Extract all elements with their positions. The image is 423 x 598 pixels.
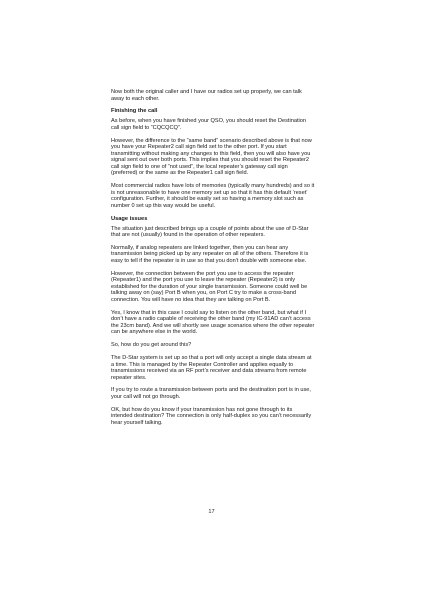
- paragraph: Most commercial radios have lots of memories (typically many hundreds) and so it is not unreasonable to have one memory set up so that it has this default ‘reset’ configuration. Further, it should be easily set so having a memory slot such as number 0 set up this way would be useful.: [111, 183, 315, 209]
- paragraph: However, the difference to the “same band” scenario described above is that now you have your Repeater2 call sign field set to the other port. If you start transmitting without making any changes to this field, then you will also have you signal sent out over both ports. This implies that you should reset the Repeater2 call sign field to one of “not used”, the local repeater’s gateway call sign (preferred) or the same as the Repeater1 call sign field.: [111, 137, 312, 177]
- section-heading-usage-issues: Usage issues: [111, 215, 148, 222]
- paragraph: So, how do you get around this?: [111, 342, 192, 349]
- paragraph: However, the connection between the port you use to access the repeater (Repeater1) and the port you use to leave the repeater (Repeater2) is only established for the duration of your single transmission. Someone could well be talking away on (say) Port B when you, on Port C try to make a cross-band connection. You will have no idea that they are talking on Port B.: [111, 270, 308, 303]
- paragraph: The D-Star system is set up so that a port will only accept a single data stream at a time. This is managed by the Repeater Controller and applies equally to transmissions received via an RF port’s receiver and data streams from remote repeater sites.: [111, 355, 312, 381]
- paragraph: As before, when you have finished your QSO, you should reset the Destination call sign field to “CQCQCQ”.: [111, 118, 306, 131]
- section-heading-finishing-the-call: Finishing the call: [111, 108, 158, 115]
- page-content: [111, 89, 315, 433]
- paragraph: OK, but how do you know if your transmission has not gone through to its intended destination? The connection is only half-duplex so you can’t necessarily hear yourself talking.: [111, 406, 312, 426]
- page-number: 17: [208, 509, 215, 515]
- paragraph: If you try to route a transmission between ports and the destination port is in use, your call will not go through.: [111, 387, 311, 400]
- paragraph: The situation just described brings up a couple of points about the use of D-Star that are not (usually) found in the operation of other repeaters.: [111, 225, 309, 239]
- paragraph: Now both the original caller and I have our radios set up properly, we can talk away to each other.: [111, 89, 302, 102]
- paragraph: Normally, if analog repeaters are linked together, then you can hear any transmission being picked up by any repeater on all of the others. Therefore it is easy to tell if the repeater is in use so that you don’t double with someone else.: [111, 244, 309, 264]
- paragraph: Yes, I know that in this case I could say to listen on the other band, but what if I don’t have a radio capable of receiving the other band (my IC-91AD can’t access the 23cm band). And we will shortly see usage scenarios where the other repeater can be anywhere else in the world.: [111, 309, 315, 336]
